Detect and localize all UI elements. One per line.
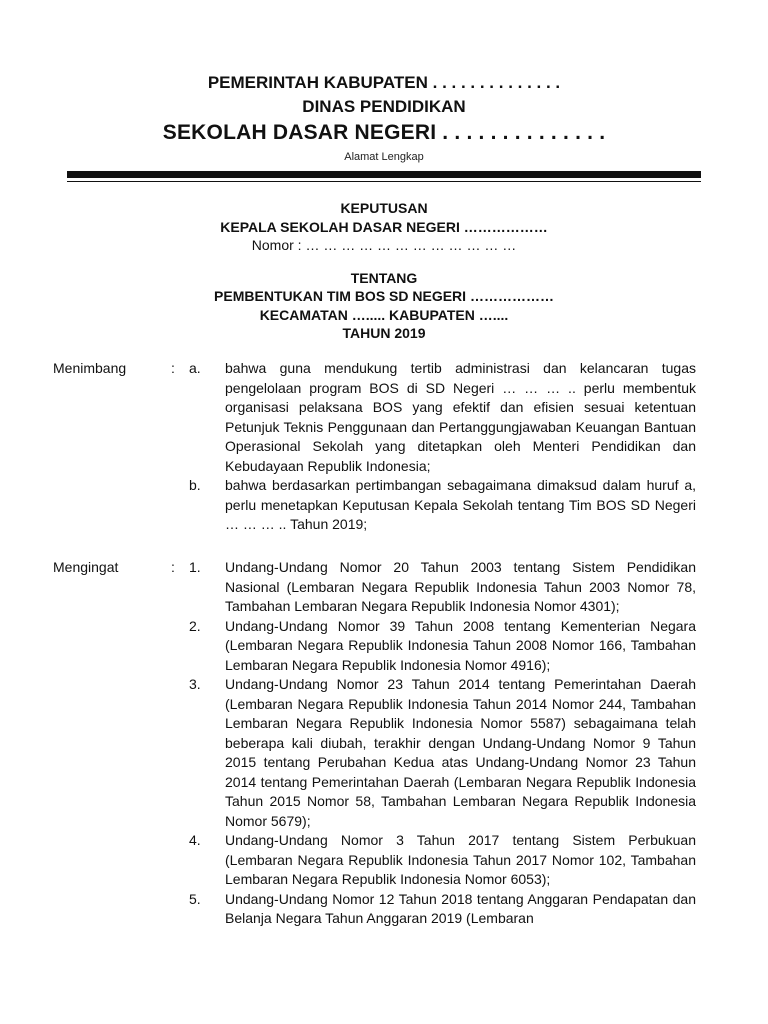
item-text: Undang-Undang Nomor 20 Tahun 2003 tentang Sistem Pendidikan Nasional (Lembaran Negara Republik Indonesia Tahun 2003 Nomor 78, Tambahan Lembaran Negara Republik Indonesia Nomor 4301);: [225, 559, 696, 614]
decision-number: Nomor : … … … … … … … … … … … …: [251, 237, 517, 253]
decision-about: TENTANG: [350, 269, 418, 286]
item-marker: 4.: [189, 832, 201, 848]
menimbang-label: Menimbang: [53, 360, 127, 376]
item-marker: 5.: [189, 890, 201, 907]
list-item: [53, 890, 696, 929]
list-item: [53, 831, 696, 890]
item-marker: 1.: [189, 559, 201, 575]
letterhead-divider-thick: [67, 171, 701, 178]
item-text: Undang-Undang Nomor 12 Tahun 2018 tentang Anggaran Pendapatan dan Belanja Negara Tahun Anggaran 2019 (Lembaran: [225, 890, 696, 926]
decision-subject-line2: KECAMATAN …..... KABUPATEN …....: [259, 306, 509, 323]
mengingat-section: [53, 558, 696, 929]
decision-title: [0, 199, 768, 343]
item-marker: b.: [189, 477, 201, 493]
item-text: Undang-Undang Nomor 23 Tahun 2014 tentang Pemerintahan Daerah (Lembaran Negara Republik Indonesia Tahun 2014 Nomor 244, Tambahan Lembaran Negara Republik Indonesia Nomor 5587) sebagaimana telah beberapa kali diubah, terakhir dengan Undang-Undang Nomor 9 Tahun 2015 tentang Perubahan Kedua atas Undang-Undang Nomor 23 Tahun 2014 tentang Pemerintahan Daerah (Lembaran Negara Republik Indonesia Tahun 2015 Nomor 58, Tambahan Lembaran Negara Republik Indonesia Nomor 5679);: [225, 676, 696, 829]
item-text: Undang-Undang Nomor 3 Tahun 2017 tentang Sistem Perbukuan (Lembaran Negara Republik Indonesia Tahun 2017 Nomor 102, Tambahan Lembaran Negara Republik Indonesia Nomor 6053);: [225, 832, 696, 887]
letterhead-regency: PEMERINTAH KABUPATEN . . . . . . . . . . . . . .: [207, 73, 561, 92]
list-item: [53, 558, 696, 617]
mengingat-colon: :: [171, 559, 175, 575]
item-text: bahwa berdasarkan pertimbangan sebagaimana dimaksud dalam huruf a, perlu menetapkan Keputusan Kepala Sekolah tentang Tim BOS SD Negeri … … … .. Tahun 2019;: [225, 477, 696, 532]
list-item: [53, 359, 696, 476]
letterhead-agency: DINAS PENDIDIKAN: [302, 97, 466, 116]
letterhead-divider-thin: [67, 181, 701, 182]
menimbang-section: [53, 359, 696, 535]
item-text: bahwa guna mendukung tertib administrasi dan kelancaran tugas pengelolaan program BOS di SD Negeri … … … .. perlu membentuk organisasi pelaksana BOS yang efektif dan efisien sesuai ketentuan Petunjuk Teknis Penggunaan dan Pertanggungjawaban Keuangan Bantuan Operasional Sekolah yang ditetapkan oleh Menteri Pendidikan dan Kebudayaan Republik Indonesia;: [225, 360, 696, 474]
item-marker: a.: [189, 360, 201, 376]
mengingat-label: Mengingat: [53, 559, 119, 575]
list-item: [53, 476, 696, 535]
list-item: [53, 675, 696, 831]
letterhead-school: SEKOLAH DASAR NEGERI . . . . . . . . . . . . . .: [162, 121, 606, 144]
list-item: [53, 617, 696, 676]
item-text: Undang-Undang Nomor 39 Tahun 2008 tentang Kementerian Negara (Lembaran Negara Republik Indonesia Tahun 2008 Nomor 166, Tambahan Lembaran Negara Republik Indonesia Nomor 4916);: [225, 617, 696, 673]
menimbang-colon: :: [171, 360, 175, 376]
item-marker: 3.: [189, 676, 201, 692]
spacer: [0, 255, 768, 269]
letterhead-address: Alamat Lengkap: [344, 151, 424, 163]
letterhead: [0, 72, 768, 164]
item-marker: 2.: [189, 617, 201, 634]
decision-heading: KEPUTUSAN: [340, 200, 428, 216]
decision-subject-line1: PEMBENTUKAN TIM BOS SD NEGERI ………………: [214, 288, 554, 304]
decision-issuer: KEPALA SEKOLAH DASAR NEGERI ………………: [220, 218, 548, 235]
decision-subject-line3: TAHUN 2019: [342, 325, 426, 341]
